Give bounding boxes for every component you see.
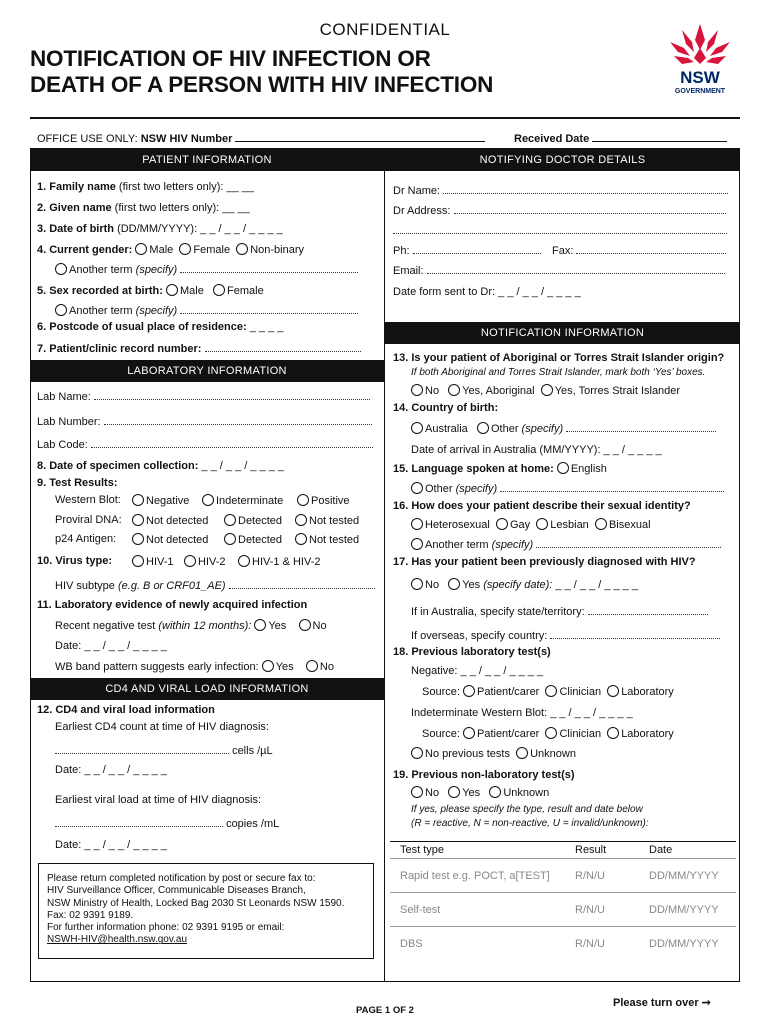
bisexual-radio[interactable] — [595, 518, 607, 530]
proviral-not-detected: Not detected — [132, 514, 208, 527]
cd4-count-field[interactable] — [55, 744, 229, 754]
language-english-radio[interactable] — [557, 462, 569, 474]
wb-positive-radio[interactable] — [297, 494, 309, 506]
p24-not-tested-radio[interactable] — [295, 533, 307, 545]
ind-source-patient-radio[interactable] — [463, 727, 475, 739]
recent-neg-no-radio[interactable] — [299, 619, 311, 631]
gender-male-radio[interactable] — [135, 243, 147, 255]
confidential-label: CONFIDENTIAL — [319, 20, 451, 39]
identity-another-radio[interactable] — [411, 538, 423, 550]
lab-code-field[interactable] — [91, 438, 373, 448]
virus-hiv1: HIV-1 — [132, 555, 174, 568]
non-lab-yes-radio[interactable] — [448, 786, 460, 798]
ind-source-clinician-radio[interactable] — [545, 727, 557, 739]
p24-not-detected-radio[interactable] — [132, 533, 144, 545]
lab-code-row: Lab Code: — [37, 438, 373, 451]
proviral-not-detected-radio[interactable] — [132, 514, 144, 526]
virus-hiv12-radio[interactable] — [238, 555, 250, 567]
wb-pattern-row: WB band pattern suggests early infection: Yes No — [55, 661, 334, 673]
language-other-radio[interactable] — [411, 482, 423, 494]
if-yes-instructions: If yes, please specify the type, result and date below — [411, 804, 643, 815]
state-territory-field[interactable] — [588, 605, 708, 615]
country-australia-radio[interactable] — [411, 422, 423, 434]
nsw-hiv-number-field[interactable] — [235, 131, 485, 142]
earliest-vl-label: Earliest viral load at time of HIV diagnosis: — [55, 794, 262, 806]
lab-name-field[interactable] — [94, 390, 370, 400]
gender-another-field[interactable] — [180, 263, 358, 273]
neg-source-lab-radio[interactable] — [607, 685, 619, 697]
prev-diag-no-radio[interactable] — [411, 578, 423, 590]
header-rule — [30, 117, 740, 119]
dr-fax-row: Fax: — [552, 244, 726, 257]
western-blot-label: Western Blot: — [55, 494, 121, 506]
lab-evidence-label: 11. Laboratory evidence of newly acquired infection — [37, 599, 308, 611]
sex-female-radio[interactable] — [213, 284, 225, 296]
dr-phone-row: Ph: — [393, 244, 541, 257]
specimen-date-row[interactable]: 8. Date of specimen collection: _ _ / _ _ / _ _ _ _ — [37, 460, 284, 472]
sex-another-radio[interactable] — [55, 304, 67, 316]
p24-not-detected: Not detected — [132, 533, 208, 546]
gender-nonbinary-radio[interactable] — [236, 243, 248, 255]
col-date: Date — [639, 842, 736, 859]
overseas-country-field[interactable] — [550, 629, 720, 639]
neg-source-clinician-radio[interactable] — [545, 685, 557, 697]
dr-address-field[interactable] — [454, 204, 726, 214]
sex-another-term-row: Another term (specify) — [55, 304, 358, 317]
result-legend: (R = reactive, N = non-reactive, U = invalid/unknown): — [411, 818, 649, 829]
language-other-row: Other (specify) — [411, 482, 724, 495]
hetero-radio[interactable] — [411, 518, 423, 530]
non-lab-unknown-radio[interactable] — [489, 786, 501, 798]
recent-negative-date[interactable]: Date: _ _ / _ _ / _ _ _ _ — [55, 640, 167, 652]
test-type-cell[interactable]: Self-test — [390, 893, 565, 927]
result-cell[interactable]: R/N/U — [565, 859, 639, 893]
western-blot-options: Negative — [132, 494, 189, 507]
received-date-row: Received Date — [514, 131, 727, 145]
vl-field[interactable] — [55, 817, 223, 827]
form-title: NOTIFICATION OF HIV INFECTION OR DEATH OF A PERSON WITH HIV INFECTION — [30, 46, 494, 97]
identity-another-field[interactable] — [536, 538, 721, 548]
prev-lab-tests-label: 18. Previous laboratory test(s) — [393, 646, 551, 658]
date-cell[interactable]: DD/MM/YYYY — [639, 859, 736, 893]
wb-indeterminate: Indeterminate — [202, 494, 283, 507]
virus-hiv2-radio[interactable] — [184, 555, 196, 567]
hiv-subtype-field[interactable] — [229, 579, 375, 589]
non-lab-test-table — [390, 841, 736, 960]
lab-number-row: Lab Number: — [37, 415, 372, 428]
proviral-label: Proviral DNA: — [55, 514, 122, 526]
wb-indeterminate-radio[interactable] — [202, 494, 214, 506]
non-lab-no-radio[interactable] — [411, 786, 423, 798]
previous-diagnosis-label: 17. Has your patient been previously diagnosed with HIV? — [393, 556, 696, 568]
no-previous-tests-radio[interactable] — [411, 747, 423, 759]
vl-row: copies /mL — [55, 817, 279, 830]
sex-male-radio[interactable] — [166, 284, 178, 296]
neg-source-patient-radio[interactable] — [463, 685, 475, 697]
if-overseas-row: If overseas, specify country: — [411, 629, 720, 642]
ind-source-lab-radio[interactable] — [607, 727, 619, 739]
p24-not-tested: Not tested — [295, 533, 359, 546]
non-lab-options: No Yes Unknown — [411, 786, 549, 799]
p24-label: p24 Antigen: — [55, 533, 117, 545]
notification-header: NOTIFICATION INFORMATION — [385, 322, 740, 344]
aboriginal-no-radio[interactable] — [411, 384, 423, 396]
lab-info-header: LABORATORY INFORMATION — [30, 360, 384, 382]
nsw-government-logo — [660, 20, 740, 100]
record-number-row: 7. Patient/clinic record number: — [37, 342, 361, 355]
lesbian-radio[interactable] — [536, 518, 548, 530]
gender-female-radio[interactable] — [179, 243, 191, 255]
non-lab-tests-label: 19. Previous non-laboratory test(s) — [393, 769, 575, 781]
prev-negative-date[interactable]: Negative: _ _ / _ _ / _ _ _ _ — [411, 665, 544, 677]
p24-detected: Detected — [224, 533, 282, 546]
language-other-field[interactable] — [500, 482, 724, 492]
cd4-header: CD4 AND VIRAL LOAD INFORMATION — [30, 678, 384, 700]
indeterminate-wb-date[interactable]: Indeterminate Western Blot: _ _ / _ _ / _ _ _ _ — [411, 707, 633, 719]
date-sent-row[interactable]: Date form sent to Dr: _ _ / _ _ / _ _ _ _ — [393, 286, 581, 298]
col-result: Result — [565, 842, 639, 859]
sex-another-field[interactable] — [180, 304, 358, 314]
if-australia-row: If in Australia, specify state/territory: — [411, 605, 708, 618]
contact-email-link[interactable]: NSWH-HIV@health.nsw.gov.au — [47, 934, 188, 946]
wb-negative-radio[interactable] — [132, 494, 144, 506]
sexual-identity-label: 16. How does your patient describe their sexual identity? — [393, 500, 691, 512]
p24-detected-radio[interactable] — [224, 533, 236, 545]
current-gender-row: 4. Current gender: Male Female Non-binary — [37, 244, 305, 256]
test-type-cell[interactable]: DBS — [390, 927, 565, 961]
gender-another-term-row: Another term (specify) — [55, 263, 358, 276]
virus-hiv1-radio[interactable] — [132, 555, 144, 567]
identity-another-row: Another term (specify) — [411, 538, 721, 551]
gay-radio[interactable] — [496, 518, 508, 530]
country-other-field[interactable] — [566, 422, 716, 432]
country-of-birth-label: 14. Country of birth: — [393, 402, 499, 414]
office-use-row: OFFICE USE ONLY: NSW HIV Number — [37, 131, 485, 145]
cd4-label: 12. CD4 and viral load information — [37, 704, 215, 716]
recent-neg-yes-radio[interactable] — [254, 619, 266, 631]
aboriginal-note: If both Aboriginal and Torres Strait Islander, mark both ‘Yes’ boxes. — [411, 367, 706, 378]
table-row — [390, 893, 736, 927]
earliest-cd4-label: Earliest CD4 count at time of HIV diagnosis: — [55, 721, 269, 733]
column-divider — [384, 148, 385, 982]
dr-address-line2 — [393, 224, 727, 237]
sex-at-birth-row: 5. Sex recorded at birth: Male Female — [37, 285, 264, 297]
date-cell[interactable]: DD/MM/YYYY — [639, 893, 736, 927]
family-name-row[interactable]: 1. Family name (first two letters only): __ __ — [37, 181, 255, 193]
dr-address-field-2[interactable] — [393, 224, 727, 234]
wb-positive: Positive — [297, 494, 350, 507]
test-results-label: 9. Test Results: — [37, 477, 118, 489]
hiv-subtype-row: HIV subtype (e.g. B or CRF01_AE) — [55, 579, 375, 592]
result-cell[interactable]: R/N/U — [565, 893, 639, 927]
result-cell[interactable]: R/N/U — [565, 927, 639, 961]
date-cell[interactable]: DD/MM/YYYY — [639, 927, 736, 961]
dr-address-row: Dr Address: — [393, 204, 726, 217]
virus-type-label: 10. Virus type: — [37, 555, 112, 567]
cd4-count-row: cells /µL — [55, 744, 273, 757]
prev-tests-unknown-radio[interactable] — [516, 747, 528, 759]
gender-another-radio[interactable] — [55, 263, 67, 275]
turn-over-label: Please turn over ➞ — [613, 997, 711, 1009]
arrival-date[interactable]: Date of arrival in Australia (MM/YYYY): _ _ / _ _ _ _ — [411, 444, 662, 456]
language-row: 15. Language spoken at home: English — [393, 463, 607, 475]
record-number-field[interactable] — [205, 342, 361, 352]
dr-fax-field[interactable] — [576, 244, 726, 254]
received-date-field[interactable] — [592, 131, 727, 142]
logo-government-text: GOVERNMENT — [674, 88, 726, 95]
patient-info-header: PATIENT INFORMATION — [30, 149, 384, 171]
dr-phone-field[interactable] — [413, 244, 541, 254]
proviral-detected-radio[interactable] — [224, 514, 236, 526]
page-number: PAGE 1 OF 2 — [356, 1005, 414, 1016]
sexual-identity-options: Heterosexual Gay Lesbian Bisexual — [411, 518, 651, 531]
logo-nsw-text: NSW — [680, 68, 720, 87]
return-instructions: Please return completed notification by post or secure fax to: HIV Surveillance Officer, Communicable Diseases Branch, NSW Ministry of Health, Locked Bag 2030 St Leonards NSW 1590. Fax: 02 9391 9189. For further information phone: 02 9391 9195 or email: NSWH-HIV@health.nsw.gov.au — [38, 863, 374, 959]
proviral-detected: Detected — [224, 514, 282, 527]
country-options: Australia Other (specify) — [411, 422, 716, 435]
table-row — [390, 927, 736, 961]
prev-diag-yes-radio[interactable] — [448, 578, 460, 590]
col-test-type: Test type — [390, 842, 565, 859]
previous-diagnosis-options: No Yes (specify date): _ _ / _ _ / _ _ _ _ — [411, 578, 638, 591]
doctor-details-header: NOTIFYING DOCTOR DETAILS — [385, 149, 740, 171]
cd4-date[interactable]: Date: _ _ / _ _ / _ _ _ _ — [55, 764, 167, 776]
no-previous-tests-row: No previous tests Unknown — [411, 747, 576, 760]
proviral-not-tested-radio[interactable] — [295, 514, 307, 526]
dr-email-row: Email: — [393, 264, 725, 277]
table-row — [390, 859, 736, 893]
dr-name-field[interactable] — [443, 184, 728, 194]
test-table-header — [390, 842, 736, 859]
postcode-row[interactable]: 6. Postcode of usual place of residence: _ _ _ _ — [37, 321, 284, 333]
dr-email-field[interactable] — [427, 264, 725, 274]
aboriginal-options: No Yes, Aboriginal Yes, Torres Strait Islander — [411, 384, 680, 397]
torres-strait-yes-radio[interactable] — [541, 384, 553, 396]
proviral-not-tested: Not tested — [295, 514, 359, 527]
lab-name-row: Lab Name: — [37, 390, 370, 403]
aboriginal-yes-radio[interactable] — [448, 384, 460, 396]
lab-number-field[interactable] — [104, 415, 372, 425]
aboriginal-question: 13. Is your patient of Aboriginal or Torres Strait Islander origin? — [393, 352, 725, 364]
test-type-cell[interactable]: Rapid test e.g. POCT, a[TEST] — [390, 859, 565, 893]
indeterminate-source-row: Source: Patient/carer Clinician Laboratory — [422, 728, 674, 740]
wb-pattern-yes-radio[interactable] — [262, 660, 274, 672]
negative-source-row: Source: Patient/carer Clinician Laboratory — [422, 686, 674, 698]
wb-pattern-no-radio[interactable] — [306, 660, 318, 672]
dob-row[interactable]: 3. Date of birth (DD/MM/YYYY): _ _ / _ _ / _ _ _ _ — [37, 223, 283, 235]
given-name-row[interactable]: 2. Given name (first two letters only): __ __ — [37, 202, 250, 214]
dr-name-row: Dr Name: — [393, 184, 728, 197]
virus-hiv12: HIV-1 & HIV-2 — [238, 555, 320, 568]
country-other-radio[interactable] — [477, 422, 489, 434]
vl-date[interactable]: Date: _ _ / _ _ / _ _ _ _ — [55, 839, 167, 851]
virus-hiv2: HIV-2 — [184, 555, 226, 568]
recent-negative-row: Recent negative test (within 12 months): Yes No — [55, 620, 327, 632]
